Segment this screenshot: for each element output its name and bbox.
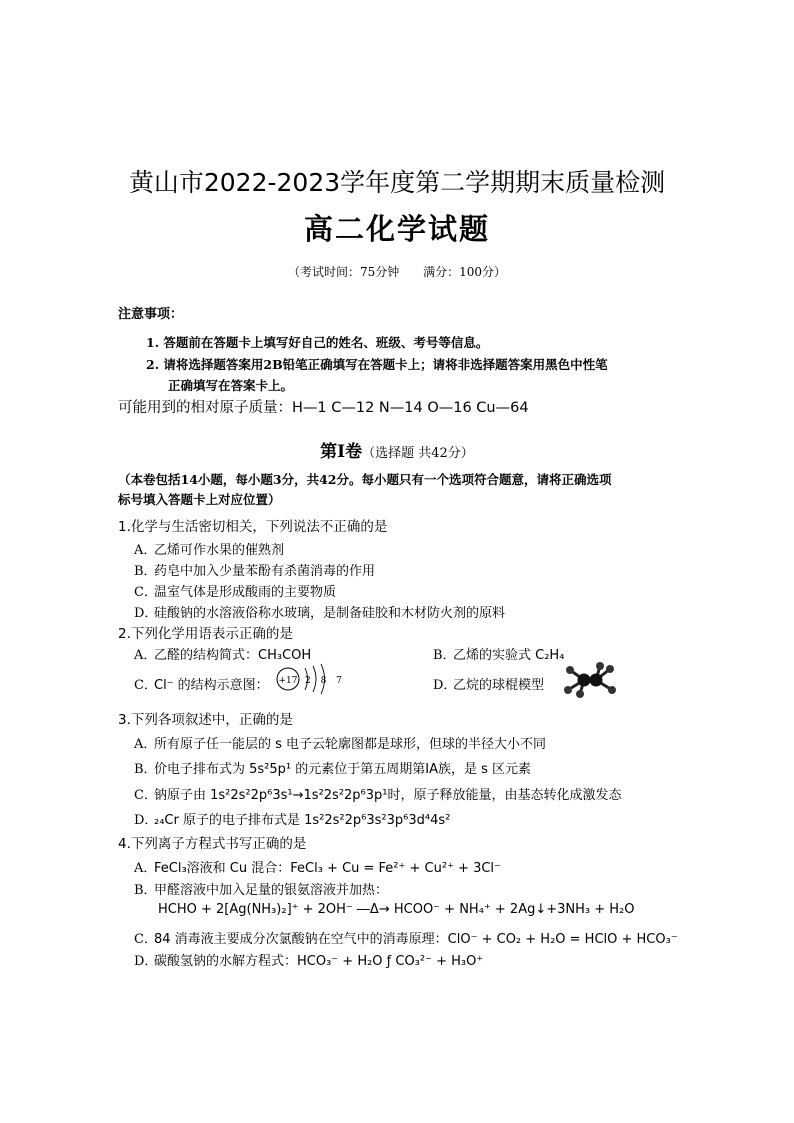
option-label: B． <box>134 564 157 579</box>
carbon-atom <box>578 674 591 687</box>
option-label: B． <box>134 762 157 777</box>
option-label: B． <box>433 648 456 663</box>
option-label: D． <box>134 606 158 621</box>
question-3-stem: 3.下列各项叙述中，正确的是 <box>118 712 293 728</box>
section-subtitle: （选择题 共42分） <box>362 446 474 461</box>
notice-item-1: 1. 答题前在答题卡上填写好自己的姓名、班级、考号等信息。 <box>146 335 489 350</box>
option-label: C． <box>134 678 157 693</box>
option-label: B． <box>134 883 157 898</box>
option-text: 药皂中加入少量苯酚有杀菌消毒的作用 <box>154 564 376 579</box>
notice-heading: 注意事项： <box>118 307 184 322</box>
question-3-option-b <box>134 758 531 777</box>
option-text: 乙烯可作水果的催熟剂 <box>154 543 285 558</box>
hydrogen-atom <box>606 665 614 673</box>
exam-info <box>0 263 794 280</box>
option-text: ₂₄Cr 原子的电子排布式是 1s²2s²2p⁶3s²3p⁶3d⁴4s² <box>154 813 451 828</box>
option-text: 钠原子由 1s²2s²2p⁶3s¹→1s²2s²2p⁶3p¹时，原子释放能量，由基态转化成激发态 <box>154 788 622 803</box>
electron-counts: 2 8 7 <box>305 676 346 686</box>
hydrogen-atom <box>576 690 584 698</box>
option-text: 温室气体是形成酸雨的主要物质 <box>154 585 337 600</box>
section-note-2: 标号填入答题卡上对应位置） <box>118 492 281 507</box>
question-2-stem: 2.下列化学用语表示正确的是 <box>118 626 293 642</box>
option-text: 乙烷的球棍模型 <box>453 678 545 693</box>
question-4-option-a <box>134 857 501 876</box>
option-text: 碳酸氢钠的水解方程式：HCO₃⁻ + H₂O ƒ CO₃²⁻ + H₃O⁺ <box>154 954 484 969</box>
question-2-option-a <box>134 644 311 663</box>
option-text: 所有原子任一能层的 s 电子云轮廓图都是球形，但球的半径大小不同 <box>154 737 547 752</box>
option-label: A． <box>134 543 157 558</box>
question-2-option-c <box>134 674 269 693</box>
chloride-ion-structure-diagram <box>275 664 346 694</box>
question-1-option-d <box>134 602 505 621</box>
notice-item-2-cont: 正确填写在答案卡上。 <box>168 378 294 393</box>
question-4-option-b <box>134 879 388 898</box>
section-name: 第Ⅰ卷 <box>320 442 363 462</box>
option-label: C． <box>134 788 157 803</box>
question-3-option-a <box>134 733 546 752</box>
option-label: C． <box>134 932 157 947</box>
question-1-option-c <box>134 581 336 600</box>
option-text: 乙烯的实验式 C₂H₄ <box>453 648 565 663</box>
question-4-option-c <box>134 928 678 947</box>
exam-time: （考试时间：75分钟 <box>287 265 400 279</box>
section-note-1: （本卷包括14小题，每小题3分，共42分。每小题只有一个选项符合题意，请将正确选项 <box>118 472 612 487</box>
question-3-option-c <box>134 784 622 803</box>
carbon-atom <box>590 674 603 687</box>
question-2-option-b <box>433 644 564 663</box>
hydrogen-atom <box>608 686 616 694</box>
subject-title: 高二化学试题 <box>303 212 490 246</box>
question-1-stem: 1.化学与生活密切相关，下列说法不正确的是 <box>118 519 388 535</box>
question-4-option-b-equation <box>158 902 634 917</box>
atomic-masses: 可能用到的相对原子质量：H—1 C—12 N—14 O—16 Cu—64 <box>118 400 529 416</box>
hydrogen-atom <box>596 662 604 670</box>
option-label: D． <box>433 678 457 693</box>
question-1-option-b <box>134 560 375 579</box>
exam-title: 黄山市2022-2023学年度第二学期期末质量检测 <box>128 168 666 197</box>
option-label: A． <box>134 737 157 752</box>
option-text: 甲醛溶液中加入足量的银氨溶液并加热： <box>154 883 389 898</box>
question-1-option-a <box>134 539 284 558</box>
nucleus-charge: +17 <box>278 676 298 686</box>
ethane-ball-stick-model <box>562 662 618 698</box>
equation-text: HCHO + 2[Ag(NH₃)₂]⁺ + 2OH⁻ ―Δ→ HCOO⁻ + NH₄⁺ + 2Ag↓+3NH₃ + H₂O <box>158 902 635 917</box>
option-text: 乙醛的结构简式：CH₃COH <box>154 648 312 663</box>
option-text: 84 消毒液主要成分次氯酸钠在空气中的消毒原理：ClO⁻ + CO₂ + H₂O = HClO + HCO₃⁻ <box>154 932 678 947</box>
question-2-option-d <box>433 674 544 693</box>
question-3-option-d <box>134 809 450 828</box>
option-label: A． <box>134 861 157 876</box>
section-title <box>0 437 794 462</box>
option-label: D． <box>134 813 158 828</box>
option-text: 价电子排布式为 5s²5p¹ 的元素位于第五周期第ⅠA族，是 s 区元素 <box>154 762 532 777</box>
option-label: C． <box>134 585 157 600</box>
exam-score: 满分：100分） <box>423 265 506 279</box>
option-text: 硅酸钠的水溶液俗称水玻璃，是制备硅胶和木材防火剂的原料 <box>154 606 506 621</box>
hydrogen-atom <box>564 686 572 694</box>
hydrogen-atom <box>566 666 574 674</box>
option-label: A． <box>134 648 157 663</box>
option-text: FeCl₃溶液和 Cu 混合：FeCl₃ + Cu = Fe²⁺ + Cu²⁺ + 3Cl⁻ <box>154 861 501 876</box>
question-4-stem: 4.下列离子方程式书写正确的是 <box>118 836 307 852</box>
notice-item-2: 2. 请将选择题答案用2B铅笔正确填写在答题卡上；请将非选择题答案用黑色中性笔 <box>146 357 608 372</box>
option-text: Cl⁻ 的结构示意图： <box>154 678 269 693</box>
question-4-option-d <box>134 950 483 969</box>
option-label: D． <box>134 954 158 969</box>
